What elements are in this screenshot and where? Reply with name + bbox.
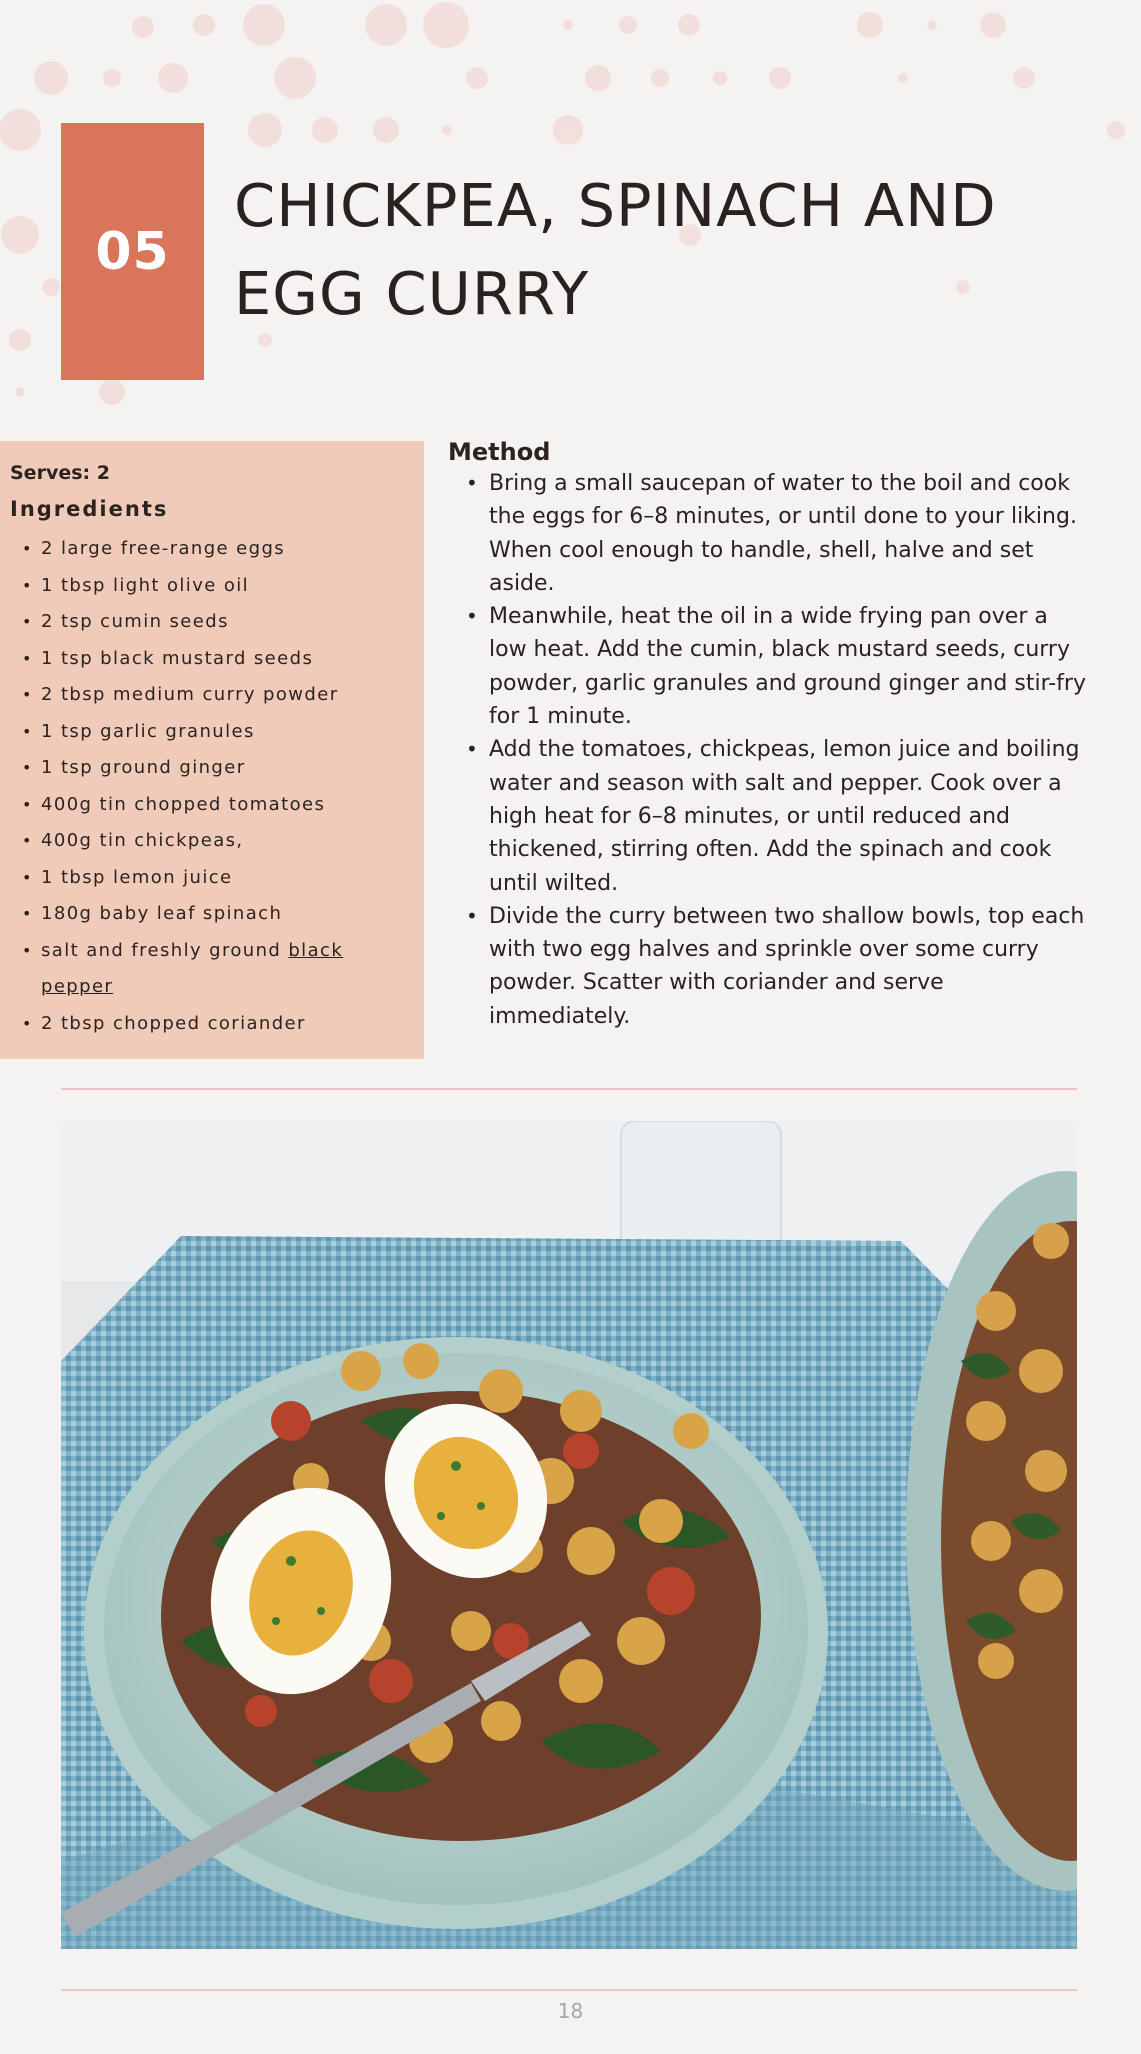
method-heading: Method	[448, 438, 551, 466]
ingredients-list	[10, 531, 414, 1042]
ingredient-salt-text: salt and freshly ground	[41, 939, 289, 961]
ingredient-item: • 1 tbsp lemon juice	[10, 860, 414, 897]
method-section	[448, 438, 1088, 1033]
ingredients-panel	[0, 441, 424, 1059]
ingredient-item: • 2 tbsp chopped coriander	[10, 1006, 414, 1043]
recipe-title	[234, 162, 1114, 338]
recipe-photo	[61, 1121, 1077, 1949]
divider-top	[61, 1088, 1077, 1090]
black-pepper-link[interactable]: black	[288, 939, 344, 961]
ingredient-item: • 2 tsp cumin seeds	[10, 604, 414, 641]
recipe-title-line-2: EGG CURRY	[234, 259, 590, 328]
recipe-title-line-1: CHICKPEA, SPINACH AND	[234, 171, 997, 240]
method-steps	[448, 467, 1088, 1033]
page-number: 18	[557, 1999, 584, 2023]
curry-bowl-illustration	[61, 1121, 1077, 1949]
recipe-number: 05	[95, 221, 170, 282]
ingredient-item: • 1 tsp garlic granules	[10, 714, 414, 751]
recipe-number-badge	[61, 123, 204, 380]
method-step: • Divide the curry between two shallow bowls, top each with two egg halves and sprinkle over some curry powder. Scatter with coriander and serve immediately.	[448, 900, 1088, 1033]
ingredient-item: • 400g tin chickpeas,	[10, 823, 414, 860]
method-step: • Add the tomatoes, chickpeas, lemon juice and boiling water and season with salt and pepper. Cook over a high heat for 6–8 minutes, or until reduced and thickened, stirring often. Add the spinach and cook until wilted.	[448, 733, 1088, 899]
ingredient-item: • 400g tin chopped tomatoes	[10, 787, 414, 824]
ingredient-item: • 1 tsp ground ginger	[10, 750, 414, 787]
ingredient-item-salt	[10, 933, 414, 1006]
method-step: • Bring a small saucepan of water to the boil and cook the eggs for 6–8 minutes, or until done to your liking. When cool enough to handle, shell, halve and set aside.	[448, 467, 1088, 600]
ingredient-item: • 180g baby leaf spinach	[10, 896, 414, 933]
divider-bottom	[61, 1989, 1077, 1991]
method-step: • Meanwhile, heat the oil in a wide frying pan over a low heat. Add the cumin, black mustard seeds, curry powder, garlic granules and ground ginger and stir-fry for 1 minute.	[448, 600, 1088, 733]
black-pepper-link-2[interactable]: pepper	[41, 976, 114, 997]
ingredient-item: • 1 tbsp light olive oil	[10, 568, 414, 605]
ingredient-item: • 2 tbsp medium curry powder	[10, 677, 414, 714]
ingredients-heading: Ingredients	[10, 497, 169, 521]
ingredient-item: • 2 large free-range eggs	[10, 531, 414, 568]
serves-label: Serves: 2	[10, 462, 110, 484]
ingredient-item: • 1 tsp black mustard seeds	[10, 641, 414, 678]
